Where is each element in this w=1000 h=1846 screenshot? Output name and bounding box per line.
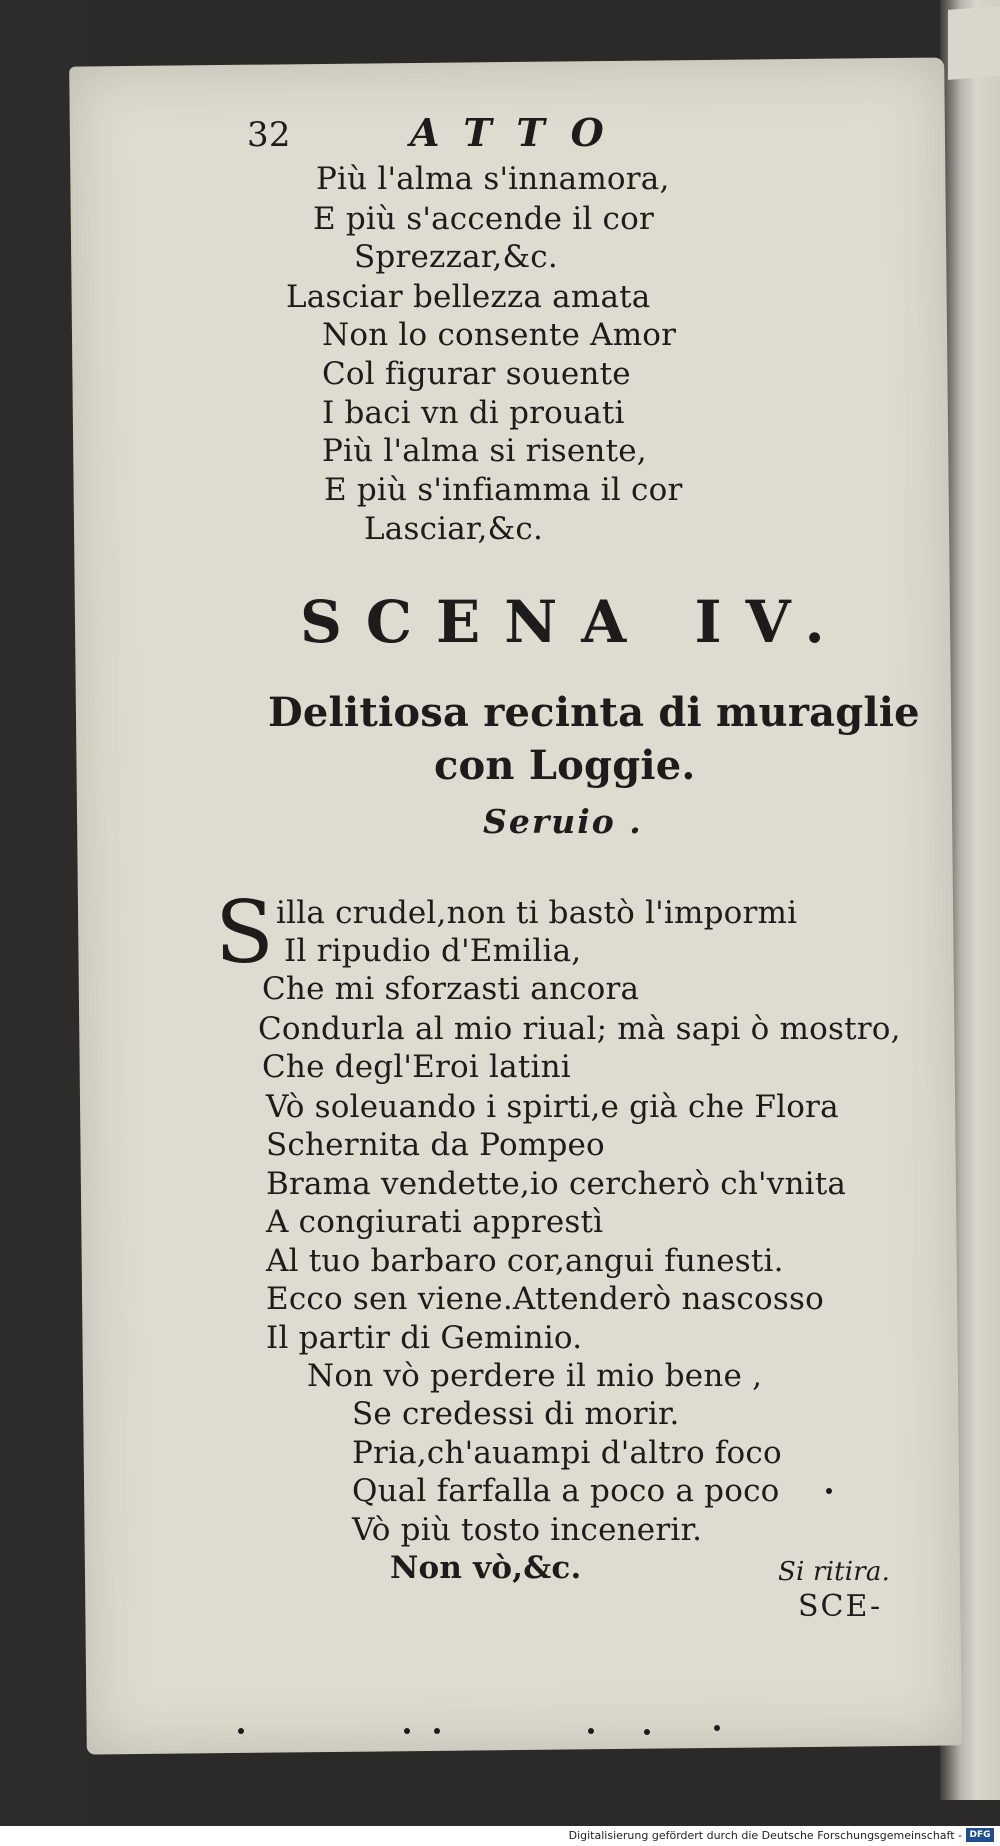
ink-speck <box>238 1728 244 1734</box>
ink-speck <box>714 1725 720 1731</box>
page-number: 32 <box>247 115 291 155</box>
scene-title: SCENA IV. <box>300 588 849 656</box>
ink-speck <box>434 1728 440 1734</box>
speech-line: Che degl'Eroi latini <box>262 1049 571 1085</box>
speech-line: Brama vendette,io cercherò ch'vnita <box>266 1166 847 1202</box>
drop-cap: S <box>215 883 274 983</box>
stage-direction: Si ritira. <box>778 1557 891 1587</box>
aria-line: Qual farfalla a poco a poco <box>352 1473 780 1509</box>
ink-speck <box>644 1729 650 1735</box>
verse-line: E più s'accende il cor <box>313 201 654 237</box>
speech-line: Schernita da Pompeo <box>266 1127 605 1163</box>
speech-line: Al tuo barbaro cor,angui funesti. <box>266 1243 784 1279</box>
speech-line: A congiurati apprestì <box>266 1204 604 1240</box>
ink-speck <box>588 1728 594 1734</box>
scene-setting-line1: Delitiosa recinta di muraglie <box>268 689 920 736</box>
verse-line: Lasciar,&c. <box>364 511 544 547</box>
verse-line: I baci vn di prouati <box>322 395 625 431</box>
catchword: SCE- <box>798 1589 883 1624</box>
ink-speck <box>826 1488 832 1494</box>
verse-line: Più l'alma s'innamora, <box>316 161 670 197</box>
speech-line: illa crudel,non ti bastò l'impormi <box>276 895 798 931</box>
speech-line: Che mi sforzasti ancora <box>262 971 640 1007</box>
aria-line: Vò più tosto incenerir. <box>352 1512 703 1548</box>
running-title: ATTO <box>410 110 630 155</box>
dfg-logo: DFG <box>966 1828 994 1842</box>
aria-line: Se credessi di morir. <box>352 1396 680 1432</box>
speech-line: Il partir di Geminio. <box>266 1320 583 1356</box>
scene-setting-line2: con Loggie. <box>434 742 696 789</box>
verse-line: Più l'alma si risente, <box>322 433 647 469</box>
speaker-name: Seruio . <box>483 802 643 841</box>
verse-line: Non lo consente Amor <box>322 317 677 353</box>
footer-credit: Digitalisierung gefördert durch die Deutsche Forschungsgemeinschaft - <box>568 1829 962 1842</box>
verse-line: E più s'infiamma il cor <box>324 472 683 508</box>
speech-line: Condurla al mio riual; mà sapi ò mostro, <box>258 1011 901 1047</box>
book-edge-strip <box>948 6 1000 80</box>
speech-line: Il ripudio d'Emilia, <box>284 933 582 969</box>
speech-line: Vò soleuando i spirti,e già che Flora <box>266 1089 839 1125</box>
verse-line: Lasciar bellezza amata <box>286 279 651 315</box>
verse-line: Sprezzar,&c. <box>354 239 558 275</box>
aria-line: Non vò perdere il mio bene , <box>307 1358 763 1394</box>
ink-speck <box>404 1728 410 1734</box>
verse-line: Col figurar souente <box>322 356 631 392</box>
speech-line: Ecco sen viene.Attenderò nascosso <box>266 1281 824 1317</box>
aria-line: Pria,ch'auampi d'altro foco <box>352 1435 782 1471</box>
aria-refrain: Non vò,&c. <box>390 1550 582 1586</box>
